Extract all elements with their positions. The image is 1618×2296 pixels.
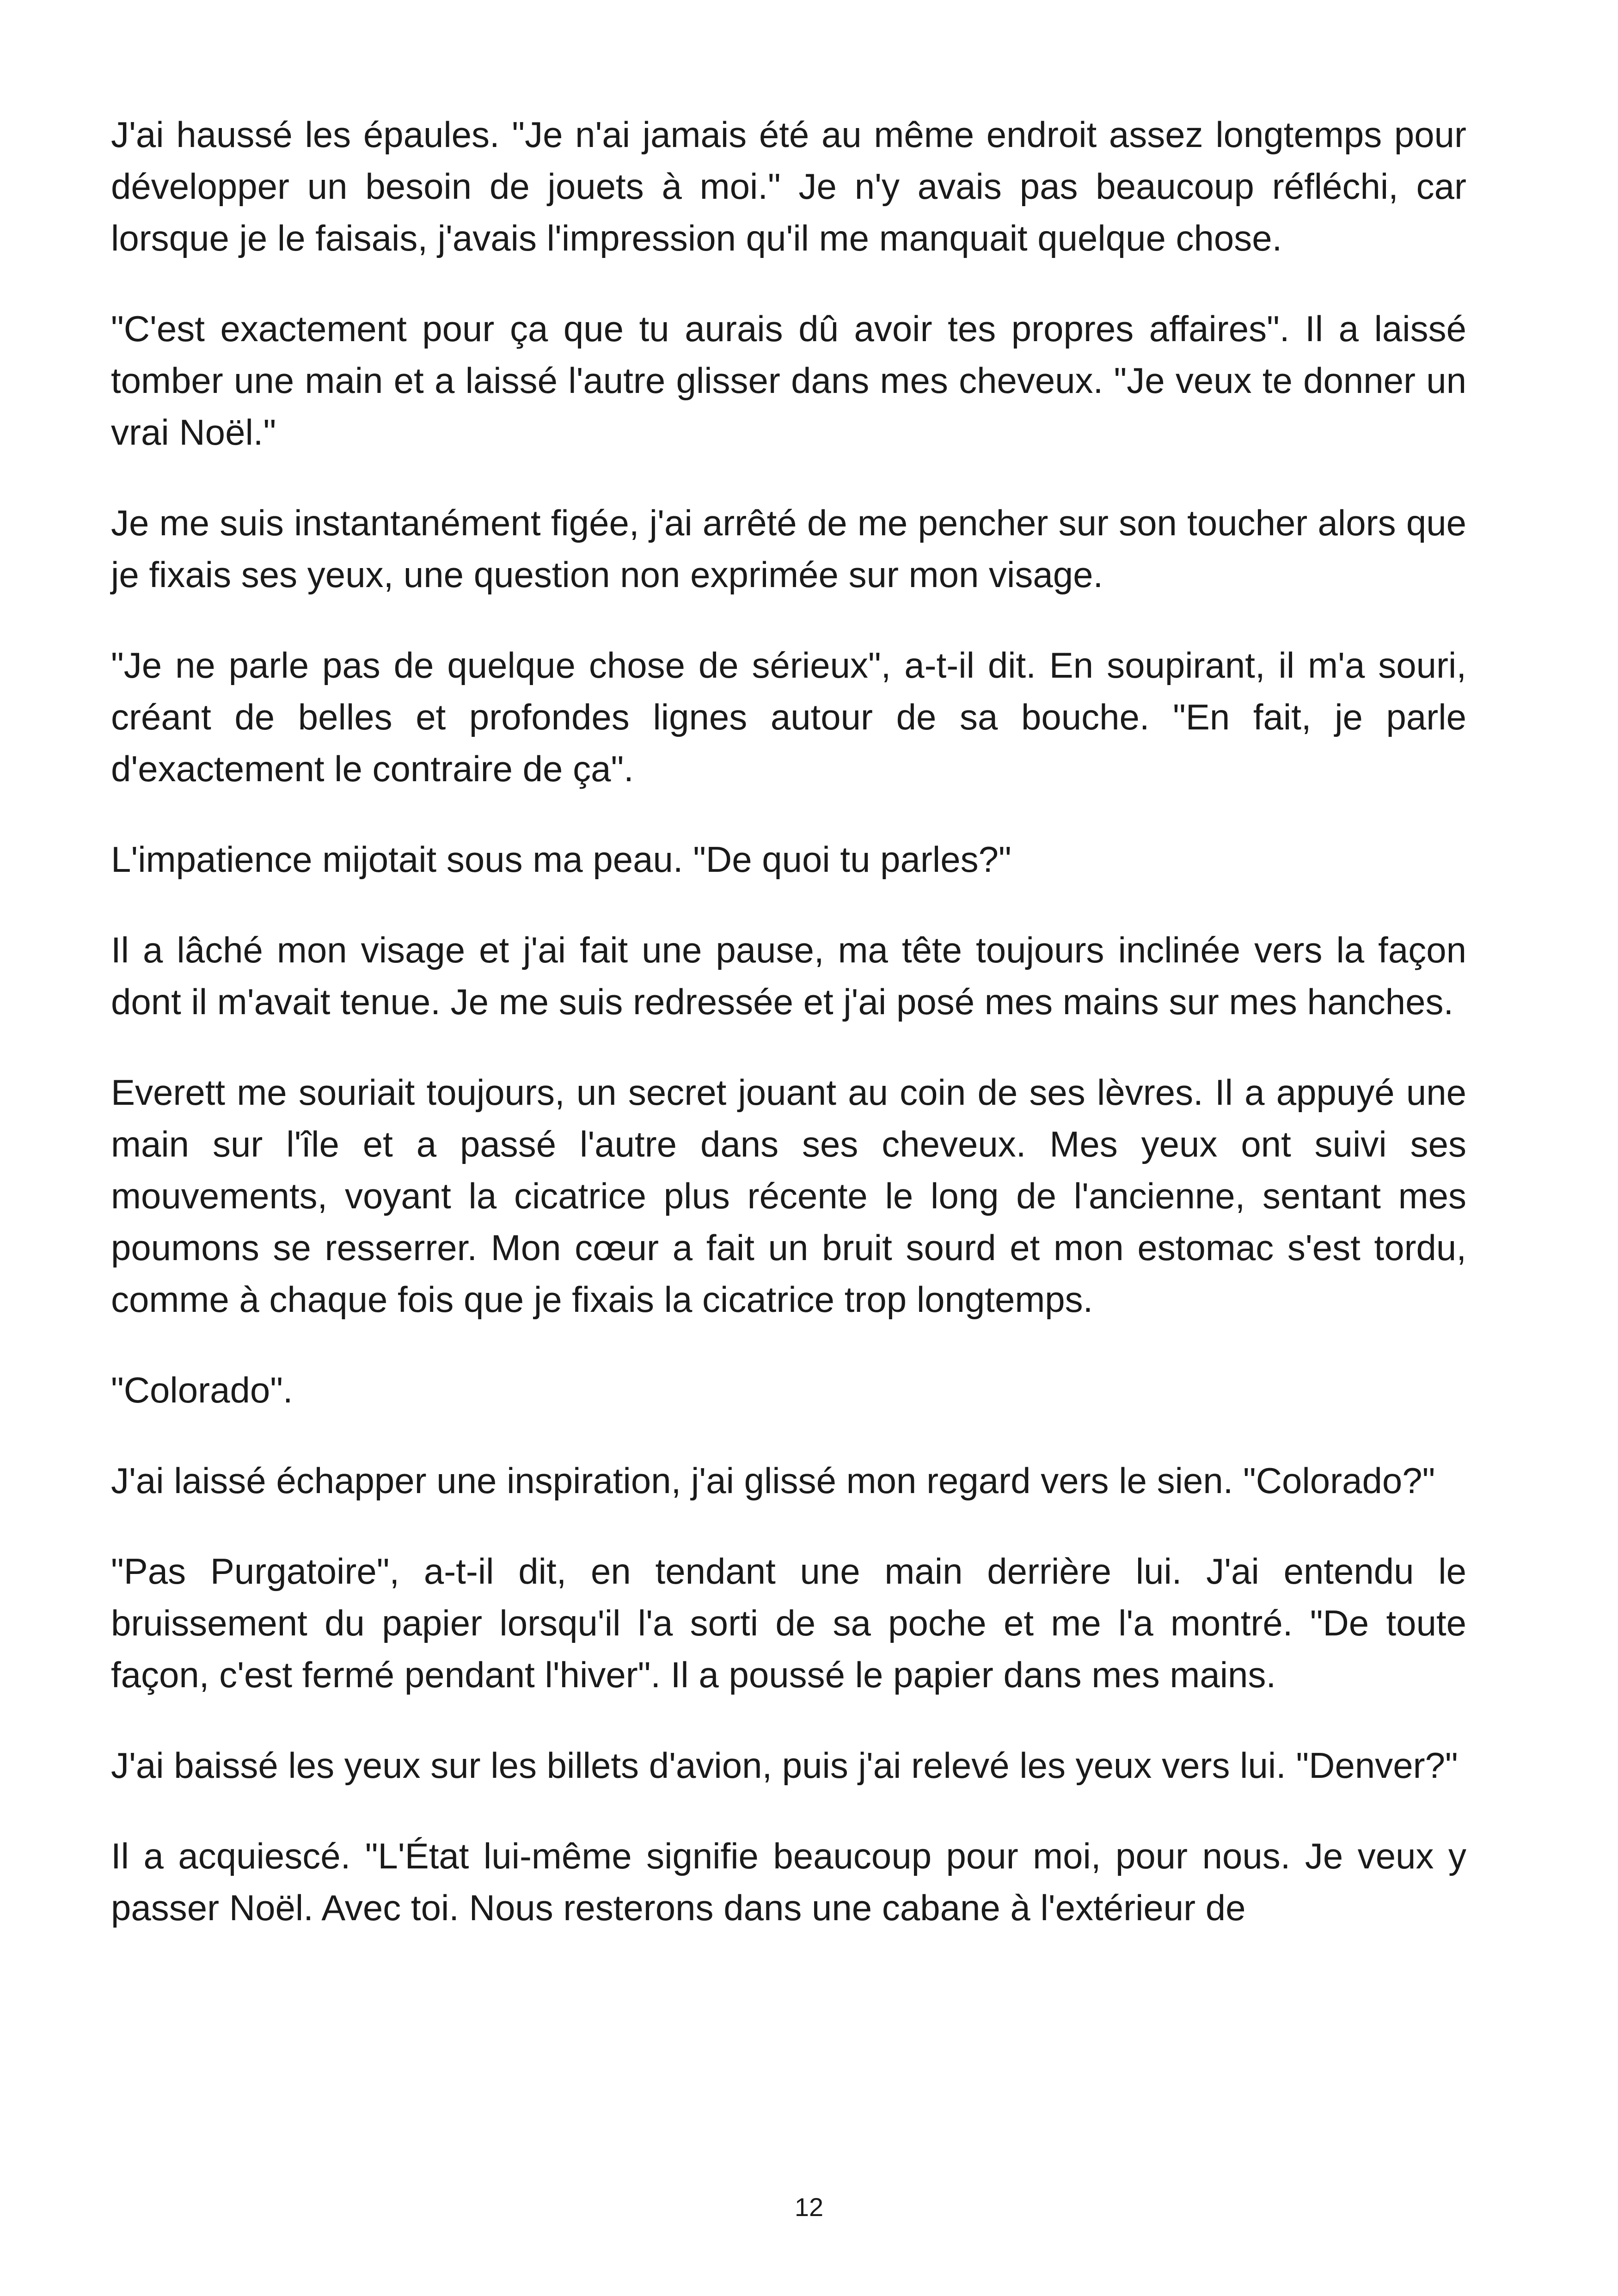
paragraph: "Colorado". — [111, 1370, 293, 1410]
paragraph: Je me suis instantanément figée, j'ai arrêté de me pencher sur son toucher alors que je fixais ses yeux, une question non exprimée sur mon visage. — [111, 502, 1466, 595]
paragraph: J'ai haussé les épaules. "Je n'ai jamais été au même endroit assez longtemps pour développer un besoin de jouets à moi." Je n'y avais pas beaucoup réfléchi, car lorsque je le faisais, j'avais l'impression qu'il me manquait quelque chose. — [111, 114, 1466, 258]
paragraph: J'ai baissé les yeux sur les billets d'avion, puis j'ai relevé les yeux vers lui. "Denver?" — [111, 1745, 1458, 1786]
paragraph: Il a acquiescé. "L'État lui-même signifie beaucoup pour moi, pour nous. Je veux y passer Noël. Avec toi. Nous resterons dans une cabane à l'extérieur de — [111, 1836, 1466, 1928]
paragraph: "C'est exactement pour ça que tu aurais dû avoir tes propres affaires". Il a laissé tomber une main et a laissé l'autre glisser dans mes cheveux. "Je veux te donner un vrai Noël." — [111, 308, 1466, 453]
paragraph: Il a lâché mon visage et j'ai fait une pause, ma tête toujours inclinée vers la façon dont il m'avait tenue. Je me suis redressée et j'ai posé mes mains sur mes hanches. — [111, 930, 1466, 1022]
paragraph: "Je ne parle pas de quelque chose de sérieux", a-t-il dit. En soupirant, il m'a souri, créant de belles et profondes lignes autour de sa bouche. "En fait, je parle d'exactement le contraire de ça". — [111, 645, 1466, 789]
paragraph: Everett me souriait toujours, un secret jouant au coin de ses lèvres. Il a appuyé une main sur l'île et a passé l'autre dans ses cheveux. Mes yeux ont suivi ses mouvements, voyant la cicatrice plus récente le long de l'ancienne, sentant mes poumons se resserrer. Mon cœur a fait un bruit sourd et mon estomac s'est tordu, comme à chaque fois que je fixais la cicatrice trop longtemps. — [111, 1072, 1466, 1320]
paragraph: L'impatience mijotait sous ma peau. "De quoi tu parles?" — [111, 839, 1011, 880]
paragraph: "Pas Purgatoire", a-t-il dit, en tendant une main derrière lui. J'ai entendu le bruissement du papier lorsqu'il l'a sorti de sa poche et me l'a montré. "De toute façon, c'est fermé pendant l'hiver". Il a poussé le papier dans mes mains. — [111, 1551, 1466, 1695]
paragraph: J'ai laissé échapper une inspiration, j'ai glissé mon regard vers le sien. "Colorado?" — [111, 1460, 1435, 1501]
body-text — [111, 109, 1466, 1972]
page-number: 12 — [794, 2192, 824, 2222]
